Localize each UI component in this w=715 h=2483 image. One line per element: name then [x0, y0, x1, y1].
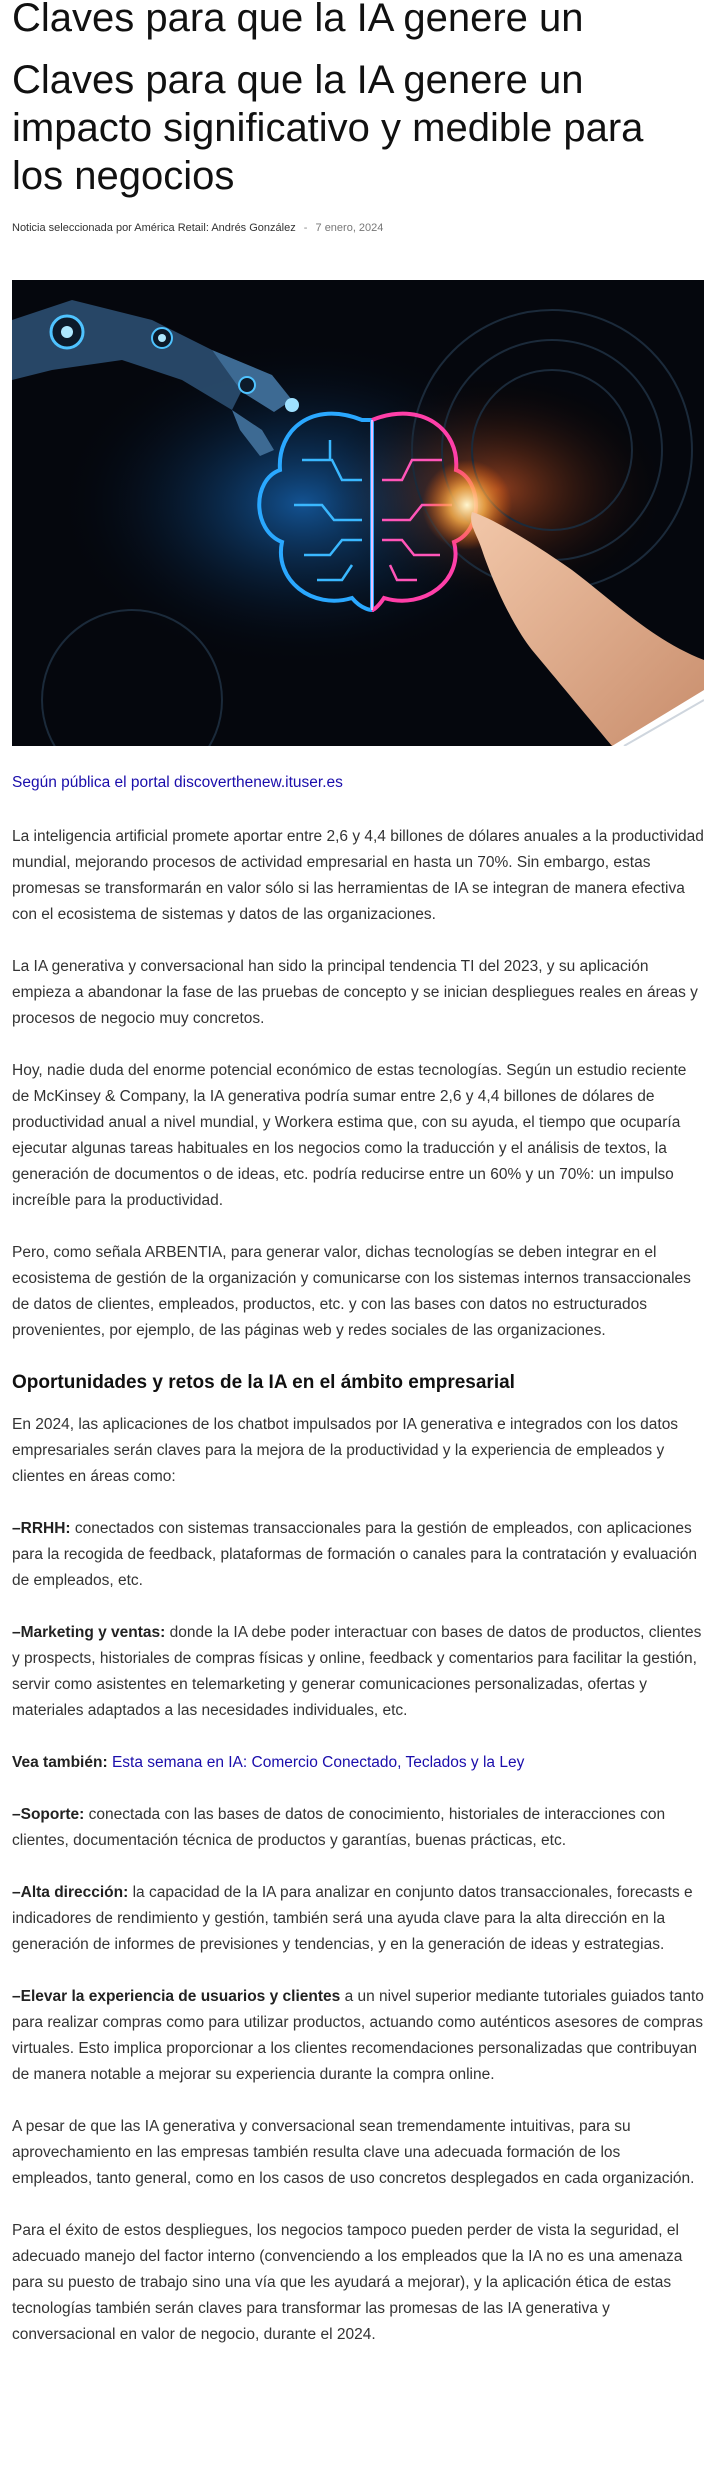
marketing-label: –Marketing y ventas:: [12, 1624, 166, 1641]
soporte-label: –Soporte:: [12, 1806, 85, 1823]
experiencia-label: –Elevar la experiencia de usuarios y clientes: [12, 1988, 341, 2005]
author-link[interactable]: Andrés González: [211, 222, 296, 234]
paragraph-arbentia: Pero, como señala ARBENTIA, para generar valor, dichas tecnologías se deben integrar en el ecosistema de gestión de la organización y comunicarse con los sistemas internos transaccionales de datos de clientes, empleados, productos, etc. y con las bases con datos no estructurados provenientes, por ejemplo, de las páginas web y redes sociales de las organizaciones.: [12, 1244, 691, 1339]
hero-image: [12, 280, 704, 746]
section-heading: Oportunidades y retos de la IA en el ámbito empresarial: [12, 1372, 515, 1393]
meta-separator: -: [303, 222, 308, 234]
see-also: [12, 1750, 704, 1776]
paragraph-chatbots: En 2024, las aplicaciones de los chatbot impulsados por IA generativa e integrados con los datos empresariales serán claves para la mejora de la productividad y la experiencia de empleados y clientes en áreas como:: [12, 1416, 679, 1485]
article-title: Claves para que la IA genere un impacto significativo y medible para los negocios: [12, 58, 644, 198]
list-item-direccion: [12, 1880, 704, 1958]
list-item-marketing: [12, 1620, 704, 1724]
list-item-experiencia: [12, 1984, 704, 2088]
list-item-rrhh: [12, 1516, 704, 1594]
title-cut-text: Claves para que la IA genere un: [12, 0, 584, 40]
rrhh-label: –RRHH:: [12, 1520, 71, 1537]
paragraph-formacion: A pesar de que las IA generativa y conversacional sean tremendamente intuitivas, para su aprovechamiento en las empresas también resulta clave una adecuada formación de los empleados, tanto general, como en los casos de uso concretos desplegados en cada organización.: [12, 2118, 695, 2187]
meta-label: Noticia seleccionada por América Retail:: [12, 222, 209, 234]
experiencia-text: a un nivel superior mediante tutoriales guiados tanto para realizar compras como para utilizar productos, actuando como auténticos asesores de compras virtuales. Esto implica proporcionar a los clientes recomendaciones personalizadas que contribuyan de manera notable a mejorar su experiencia durante la compra online.: [12, 1988, 704, 2083]
direccion-label: –Alta dirección:: [12, 1884, 129, 1901]
direccion-text: la capacidad de la IA para analizar en conjunto datos transaccionales, forecasts e indicadores de rendimiento y gestión, también será una ayuda clave para la alta dirección en la generación de informes de previsiones y tendencias, y en la generación de ideas y estrategias.: [12, 1884, 693, 1953]
publish-date: 7 enero, 2024: [315, 222, 384, 234]
soporte-text: conectada con las bases de datos de conocimiento, historiales de interacciones con clientes, documentación técnica de productos y garantías, buenas prácticas, etc.: [12, 1806, 666, 1849]
rrhh-text: conectados con sistemas transaccionales para la gestión de empleados, con aplicaciones para la recogida de feedback, plataformas de formación o canales para la contratación y evaluación de empleados, etc.: [12, 1520, 697, 1589]
paragraph-mckinsey: Hoy, nadie duda del enorme potencial económico de estas tecnologías. Según un estudio reciente de McKinsey & Company, la IA generativa podría sumar entre 2,6 y 4,4 billones de dólares de productividad anual a nivel mundial, y Workera estima que, con su ayuda, el tiempo que ocuparía ejecutar algunas tareas habituales en los negocios como la traducción y el análisis de textos, la generación de documentos o de ideas, etc. podría reducirse entre un 60% y un 70%: un impulso increíble para la productividad.: [12, 1062, 687, 1209]
see-also-label: Vea también:: [12, 1754, 108, 1771]
marketing-text: donde la IA debe poder interactuar con bases de datos de productos, clientes y prospects, historiales de compras físicas y online, feedback y comentarios para facilitar la gestión, servir como asistentes en telemarketing y generar comunicaciones personalizadas, ofertas y materiales adaptados a las necesidades individuales, etc.: [12, 1624, 702, 1719]
ai-brain-illustration: [12, 280, 704, 746]
article-body: [12, 770, 704, 2374]
source-link[interactable]: Según pública el portal discoverthenew.ituser.es: [12, 774, 343, 791]
article-meta: [12, 222, 383, 234]
paragraph-trend: La IA generativa y conversacional han sido la principal tendencia TI del 2023, y su aplicación empieza a abandonar la fase de las pruebas de concepto y se inician despliegues reales en áreas y procesos de negocio muy concretos.: [12, 958, 698, 1027]
title-cut-header: [12, 0, 702, 52]
list-item-soporte: [12, 1802, 704, 1854]
paragraph-intro: La inteligencia artificial promete aportar entre 2,6 y 4,4 billones de dólares anuales a la productividad mundial, mejorando procesos de actividad empresarial en hasta un 70%. Sin embargo, estas promesas se transformarán en valor sólo si las herramientas de IA se integran de manera efectiva con el ecosistema de sistemas y datos de las organizaciones.: [12, 828, 704, 923]
paragraph-conclusion: Para el éxito de estos despliegues, los negocios tampoco pueden perder de vista la seguridad, el adecuado manejo del factor interno (convenciendo a los empleados que la IA no es una amenaza para su puesto de trabajo sino una vía que les ayudará a mejorar), y la aplicación ética de estas tecnologías también serán claves para transformar las promesas de las IA generativa y conversacional en valor de negocio, durante el 2024.: [12, 2222, 683, 2343]
see-also-link[interactable]: Esta semana en IA: Comercio Conectado, Teclados y la Ley: [111, 1754, 525, 1771]
